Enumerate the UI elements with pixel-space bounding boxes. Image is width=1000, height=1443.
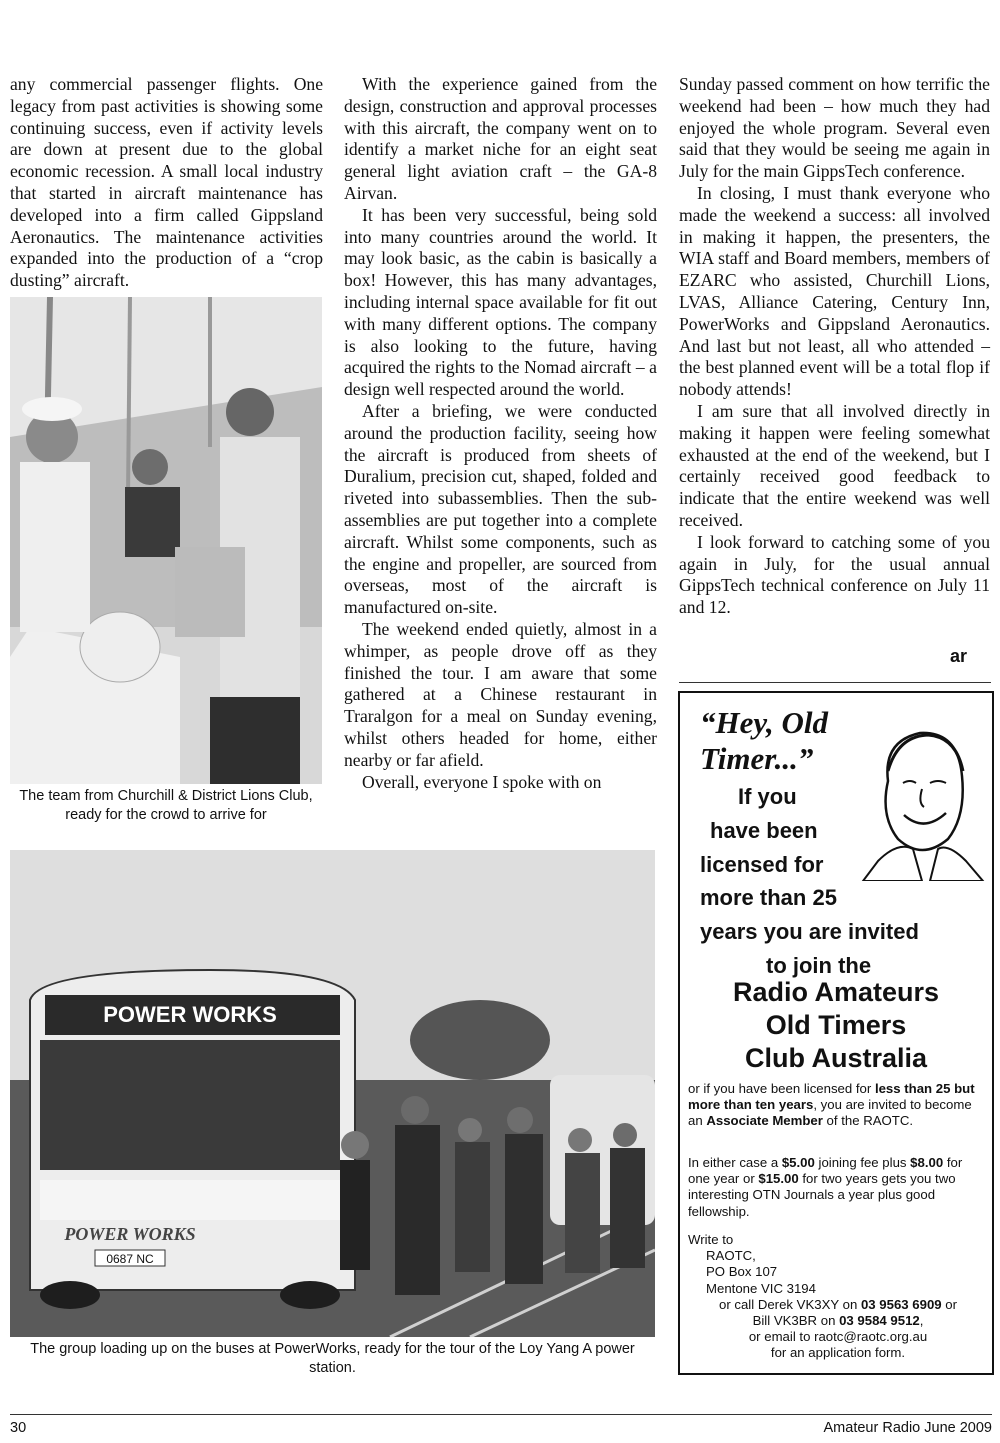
journal-issue: Amateur Radio June 2009: [823, 1420, 992, 1436]
address-line: RAOTC,: [706, 1248, 756, 1264]
paragraph: With the experience gained from the design, construction and approval processes with this aircraft, the company went on to identify a market niche for an eight seat general light aviation craft – the GA-8 Airvan.: [344, 74, 657, 203]
paragraph: I am sure that all involved directly in making it happen were feeling somewhat exhausted at the end of the weekend, but I certainly received good feedback to indicate that the entire weekend was well received.: [679, 400, 990, 530]
bus-photo-illustration: [10, 850, 655, 1337]
ad-text: have been: [710, 818, 818, 843]
club-name-line: Old Timers: [765, 1010, 907, 1040]
paragraph: It has been very successful, being sold into many countries around the world. It may look basic, as the cabin is basically a box! However, this has many advantages, including internal space available for fit out with many different options. The company is also looking to the future, having acquired the rights to the Nomad aircraft – a design well respected around the world.: [344, 204, 657, 400]
bus-photo: [10, 850, 655, 1337]
address-line: Mentone VIC 3194: [706, 1280, 816, 1296]
article-column-1: [10, 74, 323, 292]
ad-headline-line: “Hey, Old: [700, 705, 828, 740]
ad-text: years you are invited: [700, 919, 919, 944]
bus-destination-sign: POWER WORKS: [103, 1002, 277, 1027]
ad-text: more than 25: [700, 885, 837, 910]
article-column-2: [344, 74, 657, 793]
old-timer-portrait-icon: [858, 721, 986, 881]
lions-photo-caption: The team from Churchill & District Lions Club, ready for the crowd to arrive for: [19, 788, 313, 823]
paragraph: The weekend ended quietly, almost in a whimper, as people drove off as they finished the tour. I am aware that some gathered at a Chinese restaurant in Traralgon for a meal on Sunday evening, whilst others headed for home, either nearby or far afield.: [344, 618, 657, 770]
ad-headline-line: Timer...”: [700, 741, 814, 776]
bus-side-logo: POWER WORKS: [64, 1224, 196, 1244]
bus-photo-caption: The group loading up on the buses at PowerWorks, ready for the tour of the Loy Yang A power station.: [30, 1341, 635, 1376]
raotc-advertisement: [678, 691, 994, 1375]
paragraph: Overall, everyone I spoke with on: [362, 771, 602, 792]
club-name-line: Radio Amateurs: [732, 977, 940, 1007]
paragraph: In closing, I must thank everyone who made the weekend a success: all involved in making it happen, the presenters, the WIA staff and Board members, members of EZARC who assisted, Churchill Lions, LVAS, Alliance Catering, Century Inn, PowerWorks and Gippsland Aeronautics. And last but not least, all who attended – the best planned event will be a total flop if nobody attends!: [679, 182, 990, 400]
footer-rule: [10, 1414, 992, 1415]
paragraph: I look forward to catching some of you again in July, for the usual annual GippsTech technical conference on July 11 and 12.: [679, 531, 990, 618]
paragraph: After a briefing, we were conducted around the production facility, seeing how the aircraft is produced from sheets of Duralium, precision cut, shaped, folded and riveted into subassemblies. Then the sub-assemblies are put together into a complete aircraft. Whilst some components, such as the engine and propeller, are sourced from overseas, most of the aircraft is manufactured on-site.: [344, 400, 657, 618]
contact-block: [688, 1232, 988, 1362]
write-to-label: Write to: [688, 1232, 734, 1247]
ad-headline: [700, 705, 828, 777]
bus-plate: 0687 NC: [106, 1252, 154, 1266]
divider: [679, 682, 991, 683]
lions-team-photo: [10, 297, 322, 784]
page-number: 30: [10, 1420, 27, 1436]
paragraph: any commercial passenger flights. One legacy from past activities is showing some continuing success, even if activity levels are down at present due to the global economic recession. A small local industry that started in aircraft maintenance has developed into a firm called Gippsland Aeronautics. The maintenance activities expanded into the production of a “crop dusting” aircraft.: [10, 74, 323, 291]
article-column-3: [679, 74, 990, 619]
club-name: [680, 976, 992, 1075]
application-form-line: for an application form.: [770, 1345, 906, 1361]
ad-text: to join the: [766, 953, 872, 978]
phone-derek: or call Derek VK3XY on 03 9563 6909 or: [718, 1296, 958, 1312]
associate-member-text: or if you have been licensed for less than 25 but more than ten years, you are invited to become an Associate Member of the RAOTC.: [688, 1081, 975, 1129]
phone-bill: Bill VK3BR on 03 9584 9512,: [752, 1313, 924, 1329]
lions-photo-illustration: [10, 297, 322, 784]
email-line: or email to raotc@raotc.org.au: [748, 1329, 928, 1345]
club-name-line: Club Australia: [744, 1043, 928, 1073]
paragraph: Sunday passed comment on how terrific the weekend had been – how much they had enjoyed the whole program. Several even said that they would be seeing me again in July for the main GippsTech conference.: [679, 74, 990, 182]
address-line: PO Box 107: [706, 1264, 778, 1280]
article-signoff: ar: [950, 646, 968, 666]
ad-text: licensed for: [700, 852, 824, 877]
ad-text: If you: [738, 784, 797, 809]
fee-text: In either case a $5.00 joining fee plus $8.00 for one year or $15.00 for two years gets you two interesting OTN Journals a year plus good fellowship.: [688, 1155, 963, 1219]
